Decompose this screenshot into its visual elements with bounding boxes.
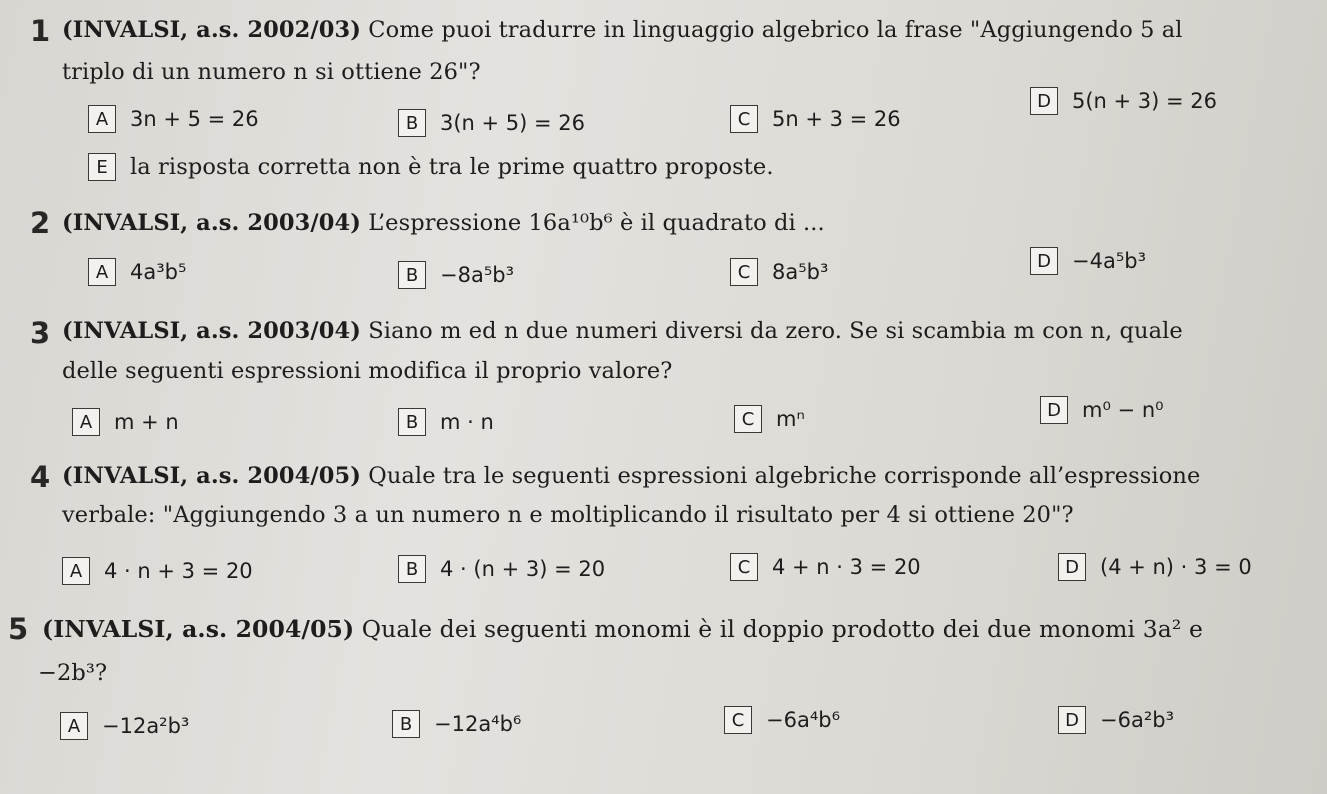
question-source: (INVALSI, a.s. 2003/04) bbox=[62, 210, 362, 236]
option-letter: D bbox=[1058, 553, 1086, 581]
option-expr: −6a²b³ bbox=[1100, 708, 1174, 732]
question-number: 1 bbox=[30, 14, 51, 48]
option-a[interactable] bbox=[62, 557, 253, 585]
option-a[interactable] bbox=[88, 258, 186, 286]
question-text bbox=[62, 17, 1183, 43]
option-d[interactable] bbox=[1030, 247, 1146, 275]
option-expr: −12a²b³ bbox=[102, 714, 190, 738]
option-letter: C bbox=[724, 706, 752, 734]
option-expr: m + n bbox=[114, 410, 179, 434]
option-d[interactable] bbox=[1058, 553, 1252, 581]
option-letter: E bbox=[88, 153, 116, 181]
option-expr: 4 + n · 3 = 20 bbox=[772, 555, 921, 579]
option-expr: 4 · (n + 3) = 20 bbox=[440, 557, 606, 581]
option-d[interactable] bbox=[1040, 396, 1164, 424]
option-expr: 4 · n + 3 = 20 bbox=[104, 559, 253, 583]
question-source: (INVALSI, a.s. 2004/05) bbox=[62, 463, 362, 489]
option-expr: −4a⁵b³ bbox=[1072, 249, 1146, 273]
question-text-cont: verbale: "Aggiungendo 3 a un numero n e moltiplicando il risultato per 4 si ottiene 20"? bbox=[62, 502, 1074, 528]
option-letter: D bbox=[1030, 87, 1058, 115]
question-number: 2 bbox=[30, 206, 51, 240]
option-b[interactable] bbox=[392, 710, 521, 738]
option-c[interactable] bbox=[730, 553, 921, 581]
option-letter: B bbox=[392, 710, 420, 738]
question-source: (INVALSI, a.s. 2002/03) bbox=[62, 17, 362, 43]
option-c[interactable] bbox=[730, 258, 828, 286]
option-letter: C bbox=[730, 258, 758, 286]
option-c[interactable] bbox=[724, 706, 840, 734]
option-expr: −8a⁵b³ bbox=[440, 263, 514, 287]
option-expr: 8a⁵b³ bbox=[772, 260, 829, 284]
option-letter: D bbox=[1030, 247, 1058, 275]
option-letter: D bbox=[1058, 706, 1086, 734]
option-letter: A bbox=[88, 258, 116, 286]
option-e[interactable] bbox=[88, 153, 774, 181]
option-c[interactable] bbox=[734, 405, 805, 433]
question-text bbox=[42, 615, 1203, 643]
question-number: 3 bbox=[30, 316, 51, 350]
question-body: Quale dei seguenti monomi è il doppio prodotto dei due monomi 3a² e bbox=[354, 615, 1203, 643]
question-number: 4 bbox=[30, 460, 51, 494]
option-b[interactable] bbox=[398, 555, 605, 583]
option-d[interactable] bbox=[1030, 87, 1217, 115]
option-expr: 4a³b⁵ bbox=[130, 260, 187, 284]
question-body: Come puoi tradurre in linguaggio algebrico la frase "Aggiungendo 5 al bbox=[361, 17, 1183, 43]
option-b[interactable] bbox=[398, 261, 514, 289]
option-letter: D bbox=[1040, 396, 1068, 424]
option-expr: 5(n + 3) = 26 bbox=[1072, 89, 1218, 113]
option-letter: A bbox=[72, 408, 100, 436]
option-expr: m⁰ − n⁰ bbox=[1082, 398, 1164, 422]
question-text-cont: −2b³? bbox=[38, 660, 108, 686]
option-expr: 5n + 3 = 26 bbox=[772, 107, 901, 131]
question-text bbox=[62, 210, 825, 236]
option-a[interactable] bbox=[72, 408, 179, 436]
option-letter: B bbox=[398, 109, 426, 137]
option-b[interactable] bbox=[398, 109, 585, 137]
option-letter: C bbox=[730, 553, 758, 581]
option-expr: la risposta corretta non è tra le prime quattro proposte. bbox=[130, 154, 774, 180]
question-number: 5 bbox=[8, 612, 29, 646]
question-text-cont: triplo di un numero n si ottiene 26"? bbox=[62, 59, 481, 85]
option-expr: −12a⁴b⁶ bbox=[434, 712, 522, 736]
option-c[interactable] bbox=[730, 105, 901, 133]
option-letter: B bbox=[398, 555, 426, 583]
option-letter: A bbox=[88, 105, 116, 133]
option-a[interactable] bbox=[88, 105, 259, 133]
option-expr: −6a⁴b⁶ bbox=[766, 708, 840, 732]
option-expr: mⁿ bbox=[776, 407, 805, 431]
option-letter: A bbox=[60, 712, 88, 740]
question-body: Quale tra le seguenti espressioni algebriche corrisponde all’espressione bbox=[361, 463, 1201, 489]
question-source: (INVALSI, a.s. 2003/04) bbox=[62, 318, 362, 344]
question-text bbox=[62, 318, 1183, 344]
option-b[interactable] bbox=[398, 408, 494, 436]
question-body: Siano m ed n due numeri diversi da zero. Se si scambia m con n, quale bbox=[361, 318, 1183, 344]
option-letter: B bbox=[398, 261, 426, 289]
question-source: (INVALSI, a.s. 2004/05) bbox=[42, 615, 355, 643]
option-letter: C bbox=[734, 405, 762, 433]
option-a[interactable] bbox=[60, 712, 189, 740]
question-text-cont: delle seguenti espressioni modifica il proprio valore? bbox=[62, 358, 673, 384]
option-letter: C bbox=[730, 105, 758, 133]
option-letter: B bbox=[398, 408, 426, 436]
option-d[interactable] bbox=[1058, 706, 1174, 734]
option-expr: 3n + 5 = 26 bbox=[130, 107, 259, 131]
option-expr: (4 + n) · 3 = 0 bbox=[1100, 555, 1252, 579]
option-expr: m · n bbox=[440, 410, 494, 434]
option-expr: 3(n + 5) = 26 bbox=[440, 111, 586, 135]
question-body: L’espressione 16a¹⁰b⁶ è il quadrato di ... bbox=[361, 210, 825, 236]
question-text bbox=[62, 463, 1200, 489]
option-letter: A bbox=[62, 557, 90, 585]
